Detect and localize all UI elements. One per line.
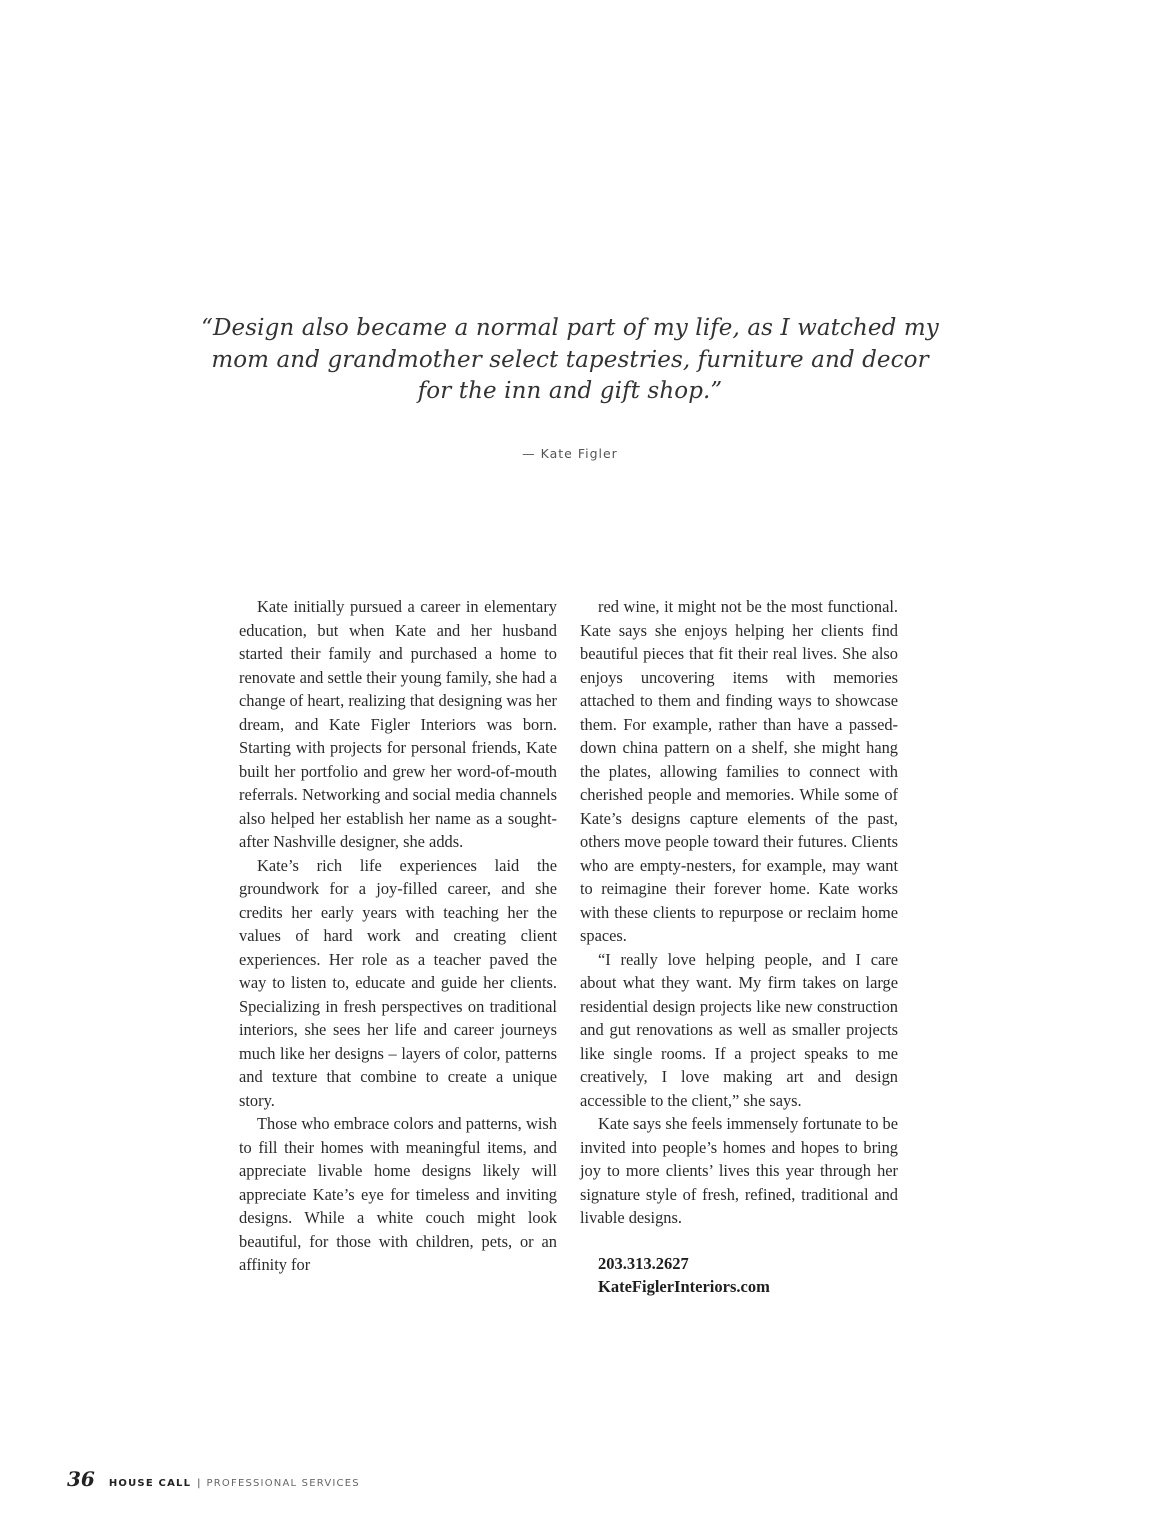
article-column-left <box>239 595 557 1277</box>
quote-attribution: — Kate Figler <box>522 446 618 461</box>
article-paragraph: Kate says she feels immensely fortunate to be invited into people’s homes and hopes to bring joy to more clients’ lives this year through her signature style of fresh, refined, traditional and livable designs. <box>580 1114 898 1227</box>
contact-block <box>580 1252 898 1299</box>
page-footer <box>67 1467 360 1491</box>
pull-quote-line: “Design also became a normal part of my life, as I watched my <box>201 315 939 341</box>
article-paragraph: red wine, it might not be the most functional. Kate says she enjoys helping her clients find beautiful pieces that fit their real lives. She also enjoys uncovering items with memories attached to them and finding ways to showcase them. For example, rather than have a passed-down china pattern on a shelf, she might hang the plates, allowing families to connect with cherished people and memories. While some of Kate’s designs capture elements of the past, others move people toward their futures. Clients who are empty-nesters, for example, may want to reimagine their forever home. Kate works with these clients to repurpose or reclaim home spaces. <box>580 597 898 945</box>
contact-website: KateFiglerInteriors.com <box>598 1277 770 1296</box>
article-paragraph: Those who embrace colors and patterns, wish to fill their homes with meaningful items, and appreciate livable home designs likely will appreciate Kate’s eye for timeless and inviting designs. While a white couch might look beautiful, for those with children, pets, or an affinity for <box>239 1114 557 1274</box>
article-paragraph: “I really love helping people, and I care about what they want. My firm takes on large residential design projects like new construction and gut renovations as well as smaller projects like single rooms. If a project speaks to me creatively, I love making art and design accessible to the client,” she says. <box>580 949 898 1110</box>
pull-quote-line: mom and grandmother select tapestries, furniture and decor <box>211 346 929 373</box>
article-paragraph: Kate’s rich life experiences laid the groundwork for a joy-filled career, and she credits her early years with teaching her the values of hard work and creating client experiences. Her role as a teacher paved the way to listen to, educate and guide her clients. Specializing in fresh perspectives on traditional interiors, she sees her life and career journeys much like her designs – layers of color, patterns and texture that combine to create a unique story. <box>239 855 557 1110</box>
pull-quote <box>150 313 990 408</box>
footer-separator: | <box>197 1478 201 1489</box>
article-column-right <box>580 595 898 1299</box>
pull-quote-line: for the inn and gift shop.” <box>417 378 723 404</box>
publication-name: HOUSE CALL <box>108 1478 192 1489</box>
contact-phone: 203.313.2627 <box>598 1253 689 1273</box>
page-number: 36 <box>67 1467 95 1491</box>
section-name: PROFESSIONAL SERVICES <box>206 1478 360 1489</box>
article-paragraph: Kate initially pursued a career in elementary education, but when Kate and her husband started their family and purchased a home to renovate and settle their young family, she had a change of heart, realizing that designing was her dream, and Kate Figler Interiors was born. Starting with projects for personal friends, Kate built her portfolio and grew her word-of-mouth referrals. Networking and social media channels also helped her establish her name as a sought-after Nashville designer, she adds. <box>239 597 557 851</box>
